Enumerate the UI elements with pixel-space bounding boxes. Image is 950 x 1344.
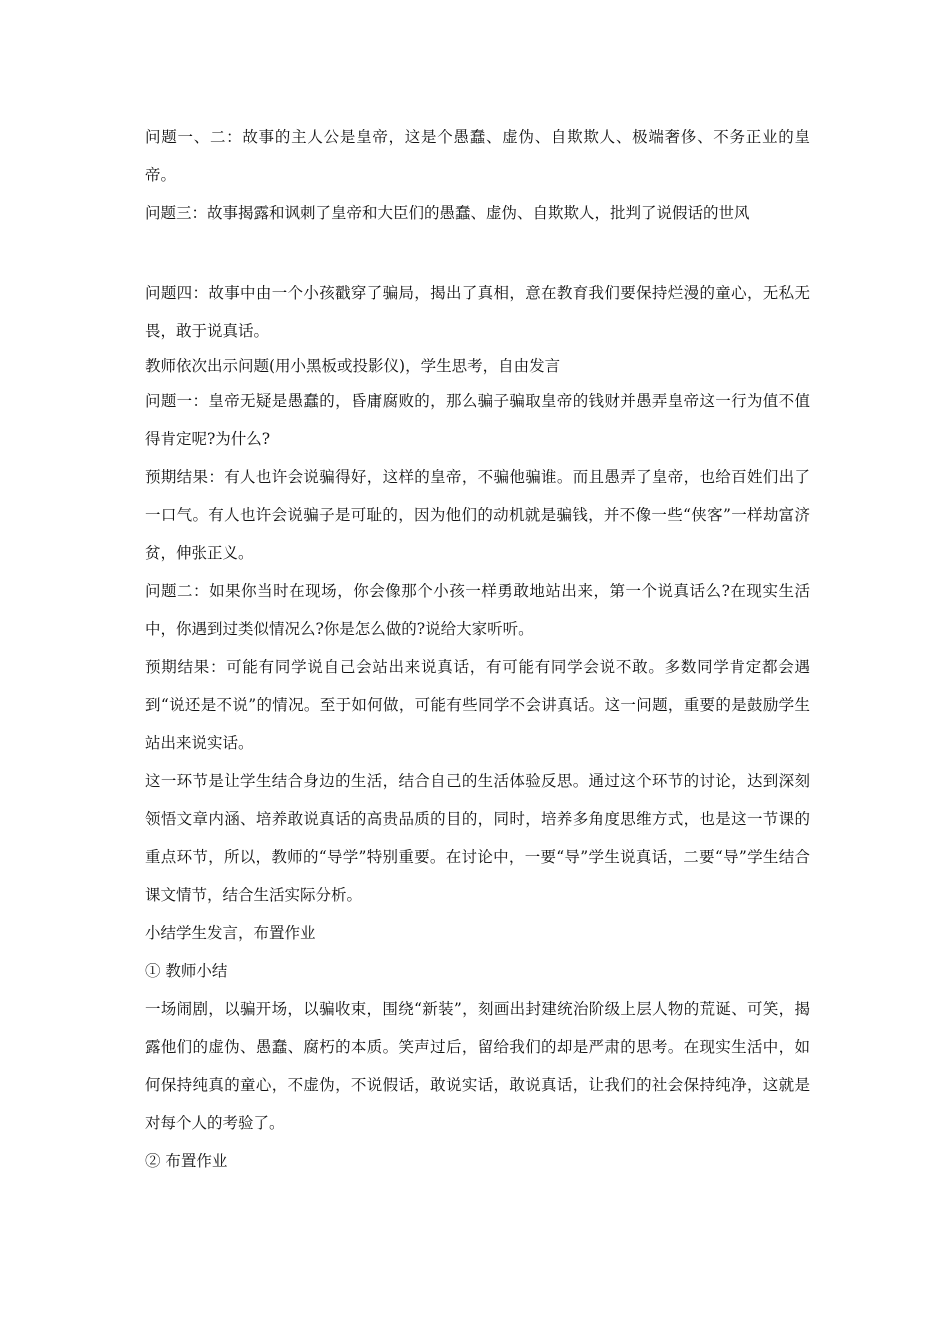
paragraph-teacher-summary-heading: ① 教师小结 <box>145 962 228 980</box>
paragraph-question-two: 问题二：如果你当时在现场，你会像那个小孩一样勇敢地站出来，第一个说真话么?在现实生活中，你遇到过类似情况么?你是怎么做的?说给大家听听。 <box>145 582 810 638</box>
paragraph-teacher-instruction: 教师依次出示问题(用小黑板或投影仪)，学生思考，自由发言 <box>145 357 561 375</box>
paragraph-homework-heading: ② 布置作业 <box>145 1152 228 1170</box>
paragraph-q3-answer: 问题三：故事揭露和讽刺了皇帝和大臣们的愚蠢、虚伪、自欺欺人，批判了说假话的世风 <box>145 204 750 222</box>
paragraph-discussion-note: 这一环节是让学生结合身边的生活，结合自己的生活体验反思。通过这个环节的讨论，达到深刻领悟文章内涵、培养敢说真话的高贵品质的目的，同时，培养多角度思维方式，也是这一节课的重点环节，所以，教师的“导学”特别重要。在讨论中，一要“导”学生说真话，二要“导”学生结合课文情节，结合生活实际分析。 <box>145 772 810 904</box>
paragraph-q1-q2-answer: 问题一、二：故事的主人公是皇帝，这是个愚蠢、虚伪、自欺欺人、极端奢侈、不务正业的皇帝。 <box>145 128 810 184</box>
paragraph-expected-result-one: 预期结果：有人也许会说骗得好，这样的皇帝，不骗他骗谁。而且愚弄了皇帝，也给百姓们出了一口气。有人也许会说骗子是可耻的，因为他们的动机就是骗钱，并不像一些“侠客”一样劫富济贫，伸张正义。 <box>145 468 810 562</box>
paragraph-expected-result-two: 预期结果：可能有同学说自己会站出来说真话，有可能有同学会说不敢。多数同学肯定都会遇到“说还是不说”的情况。至于如何做，可能有些同学不会讲真话。这一问题，重要的是鼓励学生站出来说实话。 <box>145 658 810 752</box>
document-body <box>145 118 810 1180</box>
paragraph-teacher-summary: 一场闹剧，以骗开场，以骗收束，围绕“新装”，刻画出封建统治阶级上层人物的荒诞、可笑，揭露他们的虚伪、愚蠢、腐朽的本质。笑声过后，留给我们的却是严肃的思考。在现实生活中，如何保持纯真的童心，不虚伪，不说假话，敢说实话，敢说真话，让我们的社会保持纯净，这就是对每个人的考验了。 <box>145 1000 810 1132</box>
paragraph-question-one: 问题一：皇帝无疑是愚蠢的，昏庸腐败的，那么骗子骗取皇帝的钱财并愚弄皇帝这一行为值不值得肯定呢?为什么? <box>145 392 810 448</box>
paragraph-summary-heading: 小结学生发言，布置作业 <box>145 924 316 942</box>
paragraph-gap <box>145 232 810 274</box>
paragraph-q4-answer: 问题四：故事中由一个小孩戳穿了骗局，揭出了真相，意在教育我们要保持烂漫的童心，无私无畏，敢于说真话。 <box>145 284 810 340</box>
